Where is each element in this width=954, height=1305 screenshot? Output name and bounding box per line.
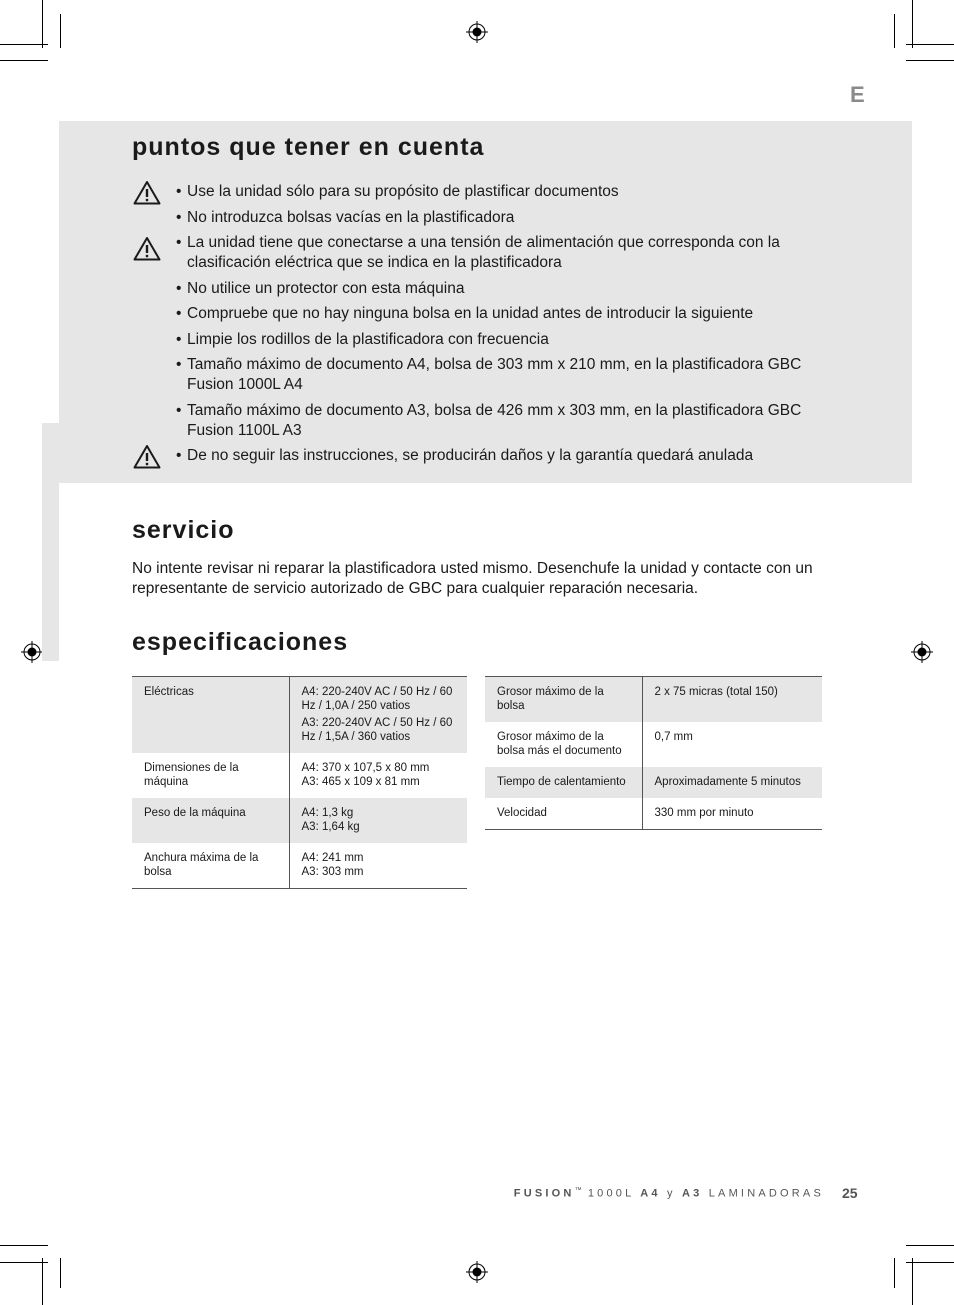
page-number: 25 — [842, 1185, 858, 1201]
warning-triangle-icon — [133, 444, 161, 469]
table-row — [132, 677, 467, 754]
spec-label: Grosor máximo de la bolsa más el documento — [485, 722, 642, 767]
spec-value: 2 x 75 micras (total 150) — [642, 677, 822, 723]
list-item: • No utilice un protector con esta máquina — [176, 280, 465, 297]
table-row — [485, 722, 822, 767]
table-row — [132, 843, 467, 889]
table-row — [132, 753, 467, 798]
spec-label: Peso de la máquina — [132, 798, 289, 843]
list-item: • Limpie los rodillos de la plastificadora con frecuencia — [176, 331, 549, 348]
specs-table-left — [132, 676, 467, 889]
spec-value: A4: 241 mm A3: 303 mm — [301, 852, 364, 878]
spec-value: 0,7 mm — [654, 731, 693, 743]
list-item: • Tamaño máximo de documento A3, bolsa de 426 mm x 303 mm, en la plastificadora GBC Fusion 1100L A3 — [176, 402, 802, 439]
spec-value: A4: 370 x 107,5 x 80 mm A3: 465 x 109 x 81 mm — [301, 762, 430, 788]
points-title: puntos que tener en cuenta — [132, 133, 485, 161]
spec-label: Velocidad — [485, 798, 642, 830]
warning-triangle-icon — [133, 180, 161, 205]
warning-triangle-icon — [133, 236, 161, 261]
list-item: • La unidad tiene que conectarse a una tensión de alimentación que corresponda con la clasificación eléctrica que se indica en la plastificadora — [176, 234, 780, 271]
table-row — [485, 767, 822, 798]
spec-label: Eléctricas — [132, 677, 289, 754]
spec-value: 330 mm por minuto — [654, 807, 754, 819]
list-item: • Use la unidad sólo para su propósito de plastificar documentos — [176, 183, 619, 200]
registration-mark-icon — [466, 21, 488, 43]
list-item: • Compruebe que no hay ninguna bolsa en la unidad antes de introducir la siguiente — [176, 305, 754, 322]
registration-mark-icon — [466, 1261, 488, 1283]
registration-mark-icon — [911, 641, 933, 663]
specs-title: especificaciones — [132, 628, 349, 656]
spec-value: A4: 1,3 kg A3: 1,64 kg — [289, 798, 467, 843]
spec-label: Grosor máximo de la bolsa — [485, 677, 642, 723]
service-title: servicio — [132, 516, 235, 544]
spec-label: Dimensiones de la máquina — [132, 753, 289, 798]
specs-table-right — [485, 676, 822, 830]
registration-mark-icon — [21, 641, 43, 663]
list-item: • No introduzca bolsas vacías en la plastificadora — [176, 209, 515, 226]
spec-label: Anchura máxima de la bolsa — [132, 843, 289, 889]
spec-label: Tiempo de calentamiento — [485, 767, 642, 798]
table-row — [132, 798, 467, 843]
table-row — [485, 677, 822, 723]
service-text: No intente revisar ni reparar la plastificadora usted mismo. Desenchufe la unidad y contacte con un representante de servicio autorizado de GBC para cualquier reparación necesaria. — [132, 560, 813, 597]
spec-value: A4: 220-240V AC / 50 Hz / 60 Hz / 1,0A / 250 vatios A3: 220-240V AC / 50 Hz / 60 Hz / 1,5A / 360 vatios — [289, 677, 467, 754]
side-tab-bar — [42, 423, 59, 661]
language-marker: E — [850, 82, 865, 107]
list-item: • Tamaño máximo de documento A4, bolsa de 303 mm x 210 mm, en la plastificadora GBC Fusion 1000L A4 — [176, 356, 802, 393]
list-item: • De no seguir las instrucciones, se producirán daños y la garantía quedará anulada — [176, 447, 754, 464]
table-row — [485, 798, 822, 830]
footer-product-line: FUSION™ 1000L A4 y A3 LAMINADORAS — [513, 1187, 824, 1200]
spec-value: Aproximadamente 5 minutos — [642, 767, 822, 798]
